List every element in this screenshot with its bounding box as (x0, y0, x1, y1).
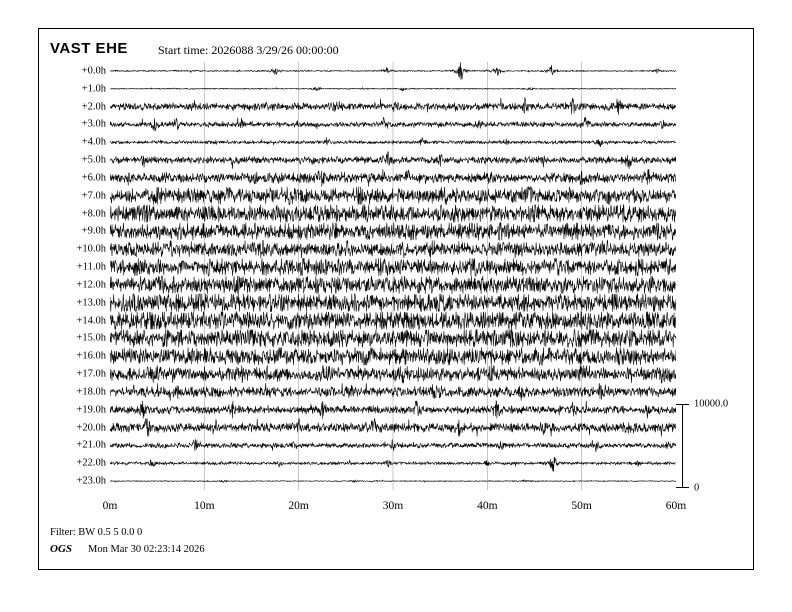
hour-label: +12.0h (76, 279, 106, 291)
time-tick-label: 40m (477, 500, 498, 512)
hour-label: +22.0h (76, 457, 106, 469)
plot-timestamp: Mon Mar 30 02:23:14 2026 (88, 544, 205, 555)
hour-label: +16.0h (76, 350, 106, 362)
time-tick-label: 0m (102, 500, 118, 512)
hour-axis-labels (56, 62, 106, 490)
hour-label: +7.0h (81, 190, 106, 202)
hour-label: +21.0h (76, 439, 106, 451)
scale-max-label: 10000.0 (694, 398, 729, 410)
time-tick-label: 60m (665, 500, 687, 512)
time-tick-label: 50m (571, 500, 592, 512)
hour-label: +0.0h (81, 65, 106, 77)
hour-label: +9.0h (81, 225, 106, 237)
hour-label: +17.0h (76, 368, 106, 380)
hour-label: +6.0h (81, 172, 106, 184)
hour-label: +20.0h (76, 422, 106, 434)
hour-label: +23.0h (76, 475, 106, 487)
hour-label: +14.0h (76, 315, 106, 327)
hour-label: +19.0h (76, 404, 106, 416)
start-time-label: Start time: 2026088 3/29/26 00:00:00 (158, 43, 339, 57)
hour-label: +13.0h (76, 297, 106, 309)
amplitude-scale-bar (676, 404, 690, 488)
hour-label: +18.0h (76, 386, 106, 398)
hour-label: +4.0h (81, 136, 106, 148)
hour-label: +1.0h (81, 83, 106, 95)
hour-label: +5.0h (81, 154, 106, 166)
hour-label: +3.0h (81, 118, 106, 130)
hour-label: +11.0h (76, 261, 106, 273)
time-tick-label: 20m (288, 500, 309, 512)
hour-label: +15.0h (76, 332, 106, 344)
page-title: VAST EHE (50, 40, 128, 57)
filter-label: Filter: BW 0.5 5 0.0 0 (50, 527, 143, 538)
scale-min-label: 0 (694, 482, 700, 494)
hour-label: +2.0h (81, 101, 106, 113)
seismogram-traces (110, 62, 676, 490)
organization-label: OGS (50, 543, 73, 555)
time-axis-labels (102, 500, 687, 518)
hour-label: +10.0h (76, 243, 106, 255)
hour-label: +8.0h (81, 208, 106, 220)
time-tick-label: 10m (194, 500, 215, 512)
time-tick-label: 30m (382, 500, 404, 512)
